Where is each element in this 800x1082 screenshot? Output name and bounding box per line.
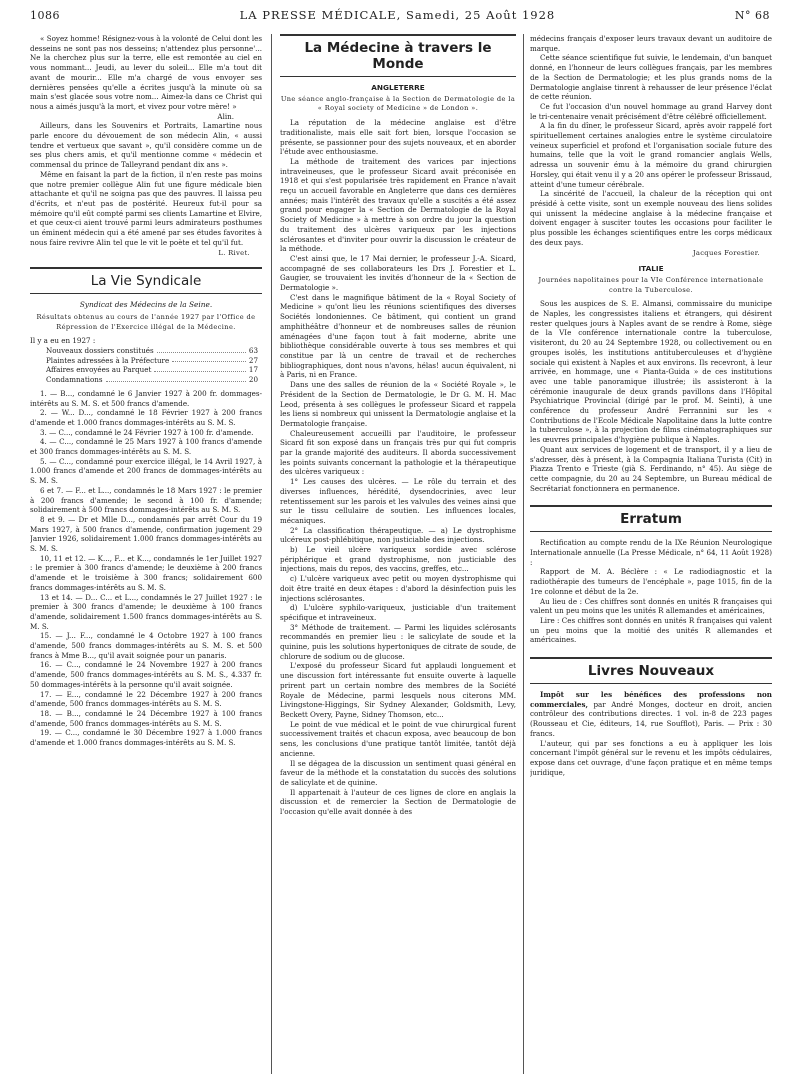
- paragraph: La réputation de la médecine anglaise est d'être traditionaliste, mais elle sait fort bien, lorsque l'occasion se présente, se passionner pour des sujets nouveaux, et en aborder l'étude avec enthousiasme.: [280, 118, 516, 157]
- country-heading: ITALIE: [638, 264, 664, 274]
- paragraph: Cette séance scientifique fut suivie, le lendemain, d'un banquet donné, en l'honneur de leurs collègues français, par les membres de la Section de Dermatologie; et les plus grands noms de la Dermatologie anglaise tinrent à rehausser de leur présence l'éclat de cette réunion.: [530, 53, 772, 102]
- paragraph: Lire : Ces chiffres sont donnés en unités R françaises qui valent un peu moins que la moitié des unités R allemandes et américaines.: [530, 615, 772, 645]
- paragraph: médecins français d'exposer leurs travaux devant un auditoire de marque.: [530, 34, 772, 53]
- column-divider: [523, 34, 524, 1074]
- section-title: La Médecine à travers le Monde: [304, 40, 492, 72]
- stat-row: Condamnations 20: [46, 375, 258, 385]
- paragraph: Quant aux services de logement et de transport, il y a lieu de s'adresser, dès à présent, à la Compagnia Italiana Turista (Cit) in Piazza Trento e Trieste (già S. Ferdinando, n° 45). Au siège de cette compagnie, du 20 au 24 Septembre, un Bureau médical de Secrétariat fonctionnera en permanence.: [530, 444, 772, 493]
- issue-number: N° 68: [734, 9, 770, 22]
- condemnation-item: 3. — C..., condamné le 24 Février 1927 à 100 fr. d'amende.: [40, 427, 254, 437]
- condemnation-item: 5. — C..., condamné pour exercice illégal, le 14 Avril 1927, à 1.000 francs d'amende et 200 francs de dommages-intérêts au S. M. S.: [30, 456, 262, 486]
- paragraph: Ailleurs, dans les Souvenirs et Portraits, Lamartine nous parle encore du dévouement de son médecin Alin, « aussi tendre et vertueux que savant », qu'il considère comme un de ses plus chers amis, et qu'il mentionne comme « médecin et commensal du prince de Talleyrand pendant dix ans ».: [30, 121, 262, 170]
- inline-signature: Alin.: [217, 111, 234, 121]
- condemnation-item: 4. — C..., condamné le 25 Mars 1927 à 100 francs d'amende et 300 francs dommages-intérêts au S. M. S.: [30, 437, 262, 457]
- column-right: [530, 34, 772, 1074]
- paragraph: A la fin du dîner, le professeur Sicard, après avoir rappelé fort spirituellement certaines analogies entre le système circulatoire veineux superficiel et profond et l'organisation sociale future des humains, telle que la voit le grand romancier anglais Wells, adressa un souvenir ému à la mémoire du grand chirurgien Horsley, qui était venu il y a 20 ans opérer le professeur Brissaud, atteint d'une tumeur cérébrale.: [530, 121, 772, 189]
- section-title: Erratum: [620, 511, 682, 528]
- paragraph: b) Le vieil ulcère variqueux sordide avec sclérose périphérique et grand dystrophisme, non justiciable des injections, mais du repos, des vaccins, greffes, etc...: [280, 545, 516, 574]
- newspaper-title: LA PRESSE MÉDICALE, Samedi, 25 Août 1928: [239, 8, 556, 22]
- condemnation-item: 2. — W... D..., condamné le 18 Février 1927 à 200 francs d'amende et 1.000 francs dommages-intérêts au S. M. S.: [30, 408, 262, 427]
- author-signature: Jacques Forestier.: [692, 249, 760, 258]
- condemnation-item: 17. — E..., condamné le 22 Décembre 1927 à 200 francs d'amende, 500 francs dommages-intérêts au S. M. S.: [30, 689, 262, 709]
- article-subtitle: Syndicat des Médecins de la Seine.: [79, 300, 213, 310]
- paragraph: L'exposé du professeur Sicard fut applaudi longuement et une discussion fort intéressante fut ensuite ouverte à laquelle prirent part un certain nombre des membres de la Société Royale de Médecine, parmi lesquels nous citerons MM. Livingstone-Higgings, Sir Sydney Alexander, Goldsmith, Levy, Beckett Overy, Payne, Sidney Thomson, etc...: [280, 661, 516, 719]
- book-title: Impôt sur les bénéfices des professions non commerciales,: [530, 690, 772, 709]
- condemnation-item: 18. — B..., condamné le 24 Décembre 1927 à 100 francs d'amende, 500 francs dommages-intérêts au S. M. S.: [30, 709, 262, 728]
- column-left: [30, 34, 262, 1074]
- condemnation-item: 6 et 7. — F... et L..., condamnés le 18 Mars 1927 : le premier à 200 francs d'amende; le second à 100 fr. d'amende; solidairement à 500 francs dommages-intérêts au S. M. S.: [30, 485, 262, 515]
- condemnation-item: 8 et 9. — Dr et Mlle D..., condamnés par arrêt Cour du 19 Mars 1927, à 500 francs d'amende, confirmation jugement 29 Janvier 1926, solidairement 1.000 francs dommages-intérêts au S. M. S.: [30, 514, 262, 554]
- paragraph: 3° Méthode de traitement. — Parmi les liquides sclérosants recommandés en premier lieu : le salicylate de soude et la quinine, puis les solutions hypertoniques de citrate de soude, de chlorure de sodium ou de glucose.: [280, 622, 516, 661]
- condemnation-item: 1. — B..., condamné le 6 Janvier 1927 à 200 fr. dommages-intérêts au S. M. S. et 500 francs d'amende.: [30, 388, 262, 408]
- section-header-erratum: [530, 505, 772, 532]
- paragraph: d) L'ulcère syphilo-variqueux, justiciable d'un traitement spécifique et intraveineux.: [280, 603, 516, 622]
- stat-row: Plaintes adressées à la Préfecture 27: [46, 355, 258, 365]
- paragraph: Sous les auspices de S. E. Almansi, commissaire du municipe de Naples, les congressistes italiens et étrangers, qui désirent rester quelques jours à Naples avant de se rendre à Rome, siège de la VIe conférence internationale contre la tuberculose, visiteront, du 20 au 24 Septembre 1928, ou collectivement ou en groupes isolés, les institutions antituberculeuses et d'hygiène sociale qui existent à Naples et aux environs. Ils recevront, à leur arrivée, en hommage, une « Pianta-Guida » de ces institutions avec une table panoramique illustrée; ils assisteront à la cérémonie inaugurale de deux grands pavillons dans l'Hôpital Psychiatrique Provincial (dirigé par le prof. M. Seinti), à une conférence du professeur André Ferrannini sur les « Contributions de l'Ecole Médicale Napolitaine dans la lutte contre la tuberculose », à la projection de films cinématographiques sur les œuvres principales d'hygiène publique à Naples.: [530, 299, 772, 445]
- italy-subheading: Journées napolitaines pour la VIe Conférence internationale contre la Tuberculose.: [538, 275, 764, 294]
- paragraph: Le point de vue médical et le point de vue chirurgical furent successivement traités et chacun exposa, avec beaucoup de bon sens, les conclusions d'une pratique tantôt limitée, tantôt déjà ancienne.: [280, 719, 516, 758]
- stat-row: Nouveaux dossiers constitués 63: [46, 345, 258, 355]
- paragraph: C'est dans le magnifique bâtiment de la « Royal Society of Medicine » qu'ont lieu les réunions scientifiques des diverses Sociétés londoniennes. Ce bâtiment, qui contient un grand amphithéâtre d'honneur et de nombreuses salles de réunion aménagées d'une façon tout à fait moderne, abrite une bibliothèque considérable ouverte à tous ses membres et qui constitue par là un centre de travail et de recherches bibliographiques, dont nous n'avons, hélas! aucun équivalent, ni à Paris, ni en France.: [280, 292, 516, 380]
- paragraph: Il appartenait à l'auteur de ces lignes de clore en anglais la discussion et de remercier la Section de Dermatologie de l'occasion qu'elle avait donnée à des: [280, 787, 516, 817]
- stat-row: Affaires envoyées au Parquet 17: [46, 365, 258, 375]
- paragraph: Rectification au compte rendu de la IXe Réunion Neurologique Internationale annuelle (La Presse Médicale, n° 64, 11 Août 1928) :: [530, 538, 772, 567]
- condemnation-item: 19. — C..., condamné le 30 Décembre 1927 à 1.000 francs d'amende et 1.000 francs dommages-intérêts au S. M. S.: [30, 728, 262, 748]
- page-header: [30, 8, 770, 26]
- section-header-medecine-monde: [280, 34, 516, 77]
- condemnation-item: 15. — J... F..., condamné le 4 Octobre 1927 à 100 francs d'amende, 500 francs dommages-intérêts au S. M. S. et 500 francs à Mme B..., qu'il avait soignée pour un panaris.: [30, 631, 262, 660]
- column-divider: [271, 34, 272, 1074]
- page-number: 1086: [30, 9, 60, 22]
- paragraph: C'est ainsi que, le 17 Mai dernier, le professeur J.-A. Sicard, accompagné de ses collaborateurs les Drs J. Forestier et L. Gaugier, se trouvaient les invités d'honneur de la « Section de Dermatologie ».: [280, 253, 516, 293]
- paragraph: Dans une des salles de réunion de la « Société Royale », le Président de la Section de Dermatologie, le Dr G. M. H. Mac Leod, présenta à ses collègues le professeur Sicard et rappela les liens si nombreux qui unissent la Dermatologie anglaise et la Dermatologie française.: [280, 380, 516, 428]
- results-heading: Résultats obtenus au cours de l'année 1927 par l'Office de Répression de l'Exercice illégal de la Médecine.: [36, 312, 256, 331]
- meeting-heading: Une séance anglo-française à la Section de Dermatologie de la « Royal society of Medicine » de London ».: [280, 94, 516, 113]
- paragraph: Ce fut l'occasion d'un nouvel hommage au grand Harvey dont le tri-centenaire venait précisément d'être célébré officiellement.: [530, 101, 772, 121]
- condemnation-item: 13 et 14. — D... C... et L..., condamnés le 27 Juillet 1927 : le premier à 300 francs d'amende; le deuxième à 100 francs d'amende, solidairement 1.500 francs dommages-intérêts au S. M. S.: [30, 592, 262, 631]
- paragraph: Au lieu de : Ces chiffres sont donnés en unités R françaises qui valent un peu moins que les unités R allemandes et américaines,: [530, 596, 772, 616]
- paragraph: 1° Les causes des ulcères. — Le rôle du terrain et des diverses influences, hérédité, dysendocrinies, avec leur retentissement sur les parois et les valvules des veines ainsi que sur le tissu cellulaire de soutien. Les influences locales, mécaniques.: [280, 477, 516, 525]
- stats-list: [30, 346, 262, 385]
- book-details: par André Monges, docteur en droit, ancien contrôleur des contributions directes. 1 vol. in-8 de 223 pages (Rousseau et Cie, éditeurs, 14, rue Soufflot), Paris. — Prix : 30 francs.: [530, 699, 772, 738]
- column-middle: [280, 34, 516, 1074]
- paragraph: « Soyez homme! Résignez-vous à la volonté de Celui dont les desseins ne sont pas nos desseins; n'attendez plus personne'... Ne la cherchez plus sur la terre, elle est remontée au ciel en vous nommant... Jeudi, au lever du soleil... Elle m'a tout dit avant de mourir... Elle m'a chargé de vous envoyer ses dernières pensées qu'elle a écrites jusqu'à la minute où sa main s'est glacée sous votre nom... Aimez-la dans ce Christ qui nous a aimés jusqu'à la mort, et vivez pour votre mère! »: [30, 34, 262, 111]
- section-title: La Vie Syndicale: [90, 273, 202, 290]
- author-signature: L. Rivet.: [218, 249, 250, 258]
- paragraph: Il se dégagea de la discussion un sentiment quasi général en faveur de la méthode et la constatation du succès des solutions de salicylate et de quinine.: [280, 758, 516, 787]
- book-entry: [530, 690, 772, 739]
- paragraph: c) L'ulcère variqueux avec petit ou moyen dystrophisme qui doit être traité en deux étapes : d'abord la désinfection puis les injections sclérosantes.: [280, 574, 516, 603]
- country-heading: ANGLETERRE: [371, 83, 425, 92]
- section-title: Livres Nouveaux: [587, 663, 715, 680]
- section-header-livres-nouveaux: [530, 657, 772, 684]
- paragraph: Même en faisant la part de la fiction, il n'en reste pas moins que notre premier collègue Alin fut une figure médicale bien attachante et qu'il ne soigna pas que des pauvres. Il laissa peu d'écrits, et n'eut pas de postérité. Heureux fut-il pour sa mémoire qu'il eût compté parmi ses clients Lamartine et Elvire, et que ceux-ci aient trouvé parmi leurs admirateurs posthumes un éminent médecin qui a été amené par ses études favorites à nous faire revivre Alin tel que le vit le poète et tel qu'il fut.: [30, 169, 262, 247]
- condemnation-item: 10, 11 et 12. — K..., F... et K..., condamnés le 1er Juillet 1927 : le premier à 300 francs d'amende; le deuxième à 200 francs d'amende et le troisième à 300 francs; solidairement 600 francs dommages-intérêts au S. M. S.: [30, 553, 262, 592]
- condemnation-item: 16. — C..., condamné le 24 Novembre 1927 à 200 francs d'amende, 500 francs dommages-intérêts au S. M. S., 4.337 fr. 50 dommages-intérêts à la personne qu'il avait soignée.: [30, 660, 262, 689]
- paragraph: Rapport de M. A. Béclère : « Le radiodiagnostic et la radiothérapie des tumeurs de l'encéphale », page 1015, fin de la 1re colonne et début de la 2e.: [530, 567, 772, 596]
- paragraph: Chaleureusement accueilli par l'auditoire, le professeur Sicard fit son exposé dans un français très pur qui fut compris par la grande majorité des auditeurs. Il aborda successivement les points suivants concernant la pathologie et la thérapeutique des ulcères variqueux :: [280, 428, 516, 477]
- paragraph: La sincérité de l'accueil, la chaleur de la réception qui ont présidé à cette visite, sont un exemple nouveau des liens solides qui unissent la médecine anglaise à la médecine française et doivent engager à susciter toutes les occasions pour faciliter le plus possible les échanges scientifiques entre les corps médicaux des deux pays.: [530, 189, 772, 247]
- paragraph: La méthode de traitement des varices par injections intraveineuses, que le professeur Sicard avait préconisée en 1918 et qui s'est popularisée très rapidement en France n'avait reçu un accueil favorable en Angleterre que dans ces dernières années; mais l'intérêt des travaux qu'elle a suscités a été assez grand pour engager la « Section de Dermatologie de la Royal Society of Medicine » à mettre à son ordre du jour la question du traitement des ulcères variqueux par les injections sclérosantes et d'inviter pour ouvrir la discussion le créateur de la méthode.: [280, 156, 516, 254]
- stats-intro: Il y a eu en 1927 :: [30, 336, 96, 346]
- section-header-vie-syndicale: [30, 267, 262, 294]
- paragraph: L'auteur, qui par ses fonctions a eu à appliquer les lois concernant l'impôt général sur le revenu et les impôts cédulaires, expose dans cet ouvrage, d'une façon pratique et en même temps juridique,: [530, 738, 772, 777]
- paragraph: 2° La classification thérapeutique. — a) Le dystrophisme ulcéreux post-phlébitique, non justiciable des injections.: [280, 525, 516, 545]
